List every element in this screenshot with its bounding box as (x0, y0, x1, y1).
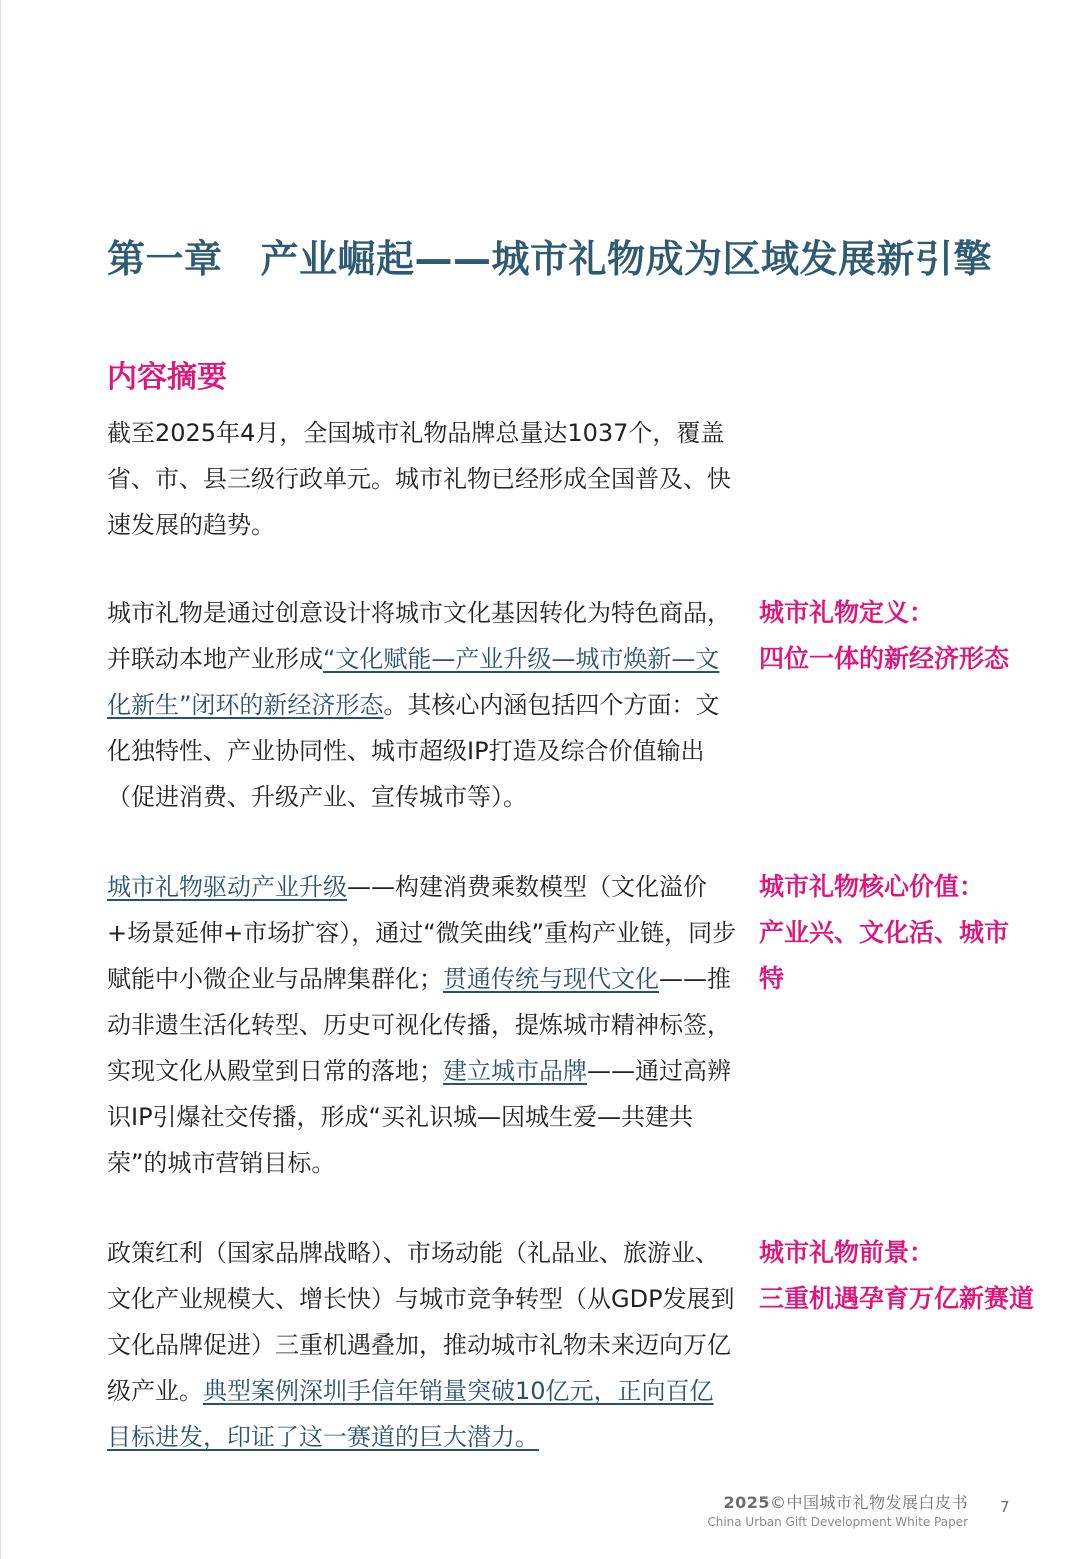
underlined-text: “文化赋能—产业升级—城市焕新—文化新生”闭环的新经济形态 (107, 645, 720, 719)
section-prospect-text (107, 1230, 737, 1460)
callout-heading: 城市礼物核心价值： (759, 872, 985, 901)
summary-heading: 内容摘要 (107, 360, 227, 395)
footer-title-en: China Urban Gift Development White Paper (707, 1515, 968, 1529)
text-run: 城市礼物是通过创意设计将城市文化基因转化为特色商品，并联动本地产业形成 (107, 599, 731, 673)
section-definition-callout (759, 590, 1059, 682)
copyright-icon: © (769, 1493, 787, 1512)
text-run: 政策红利（国家品牌战略）、市场动能（礼品业、旅游业、文化产业规模大、增长快）与城市竞争转型（从GDP发展到文化品牌促进）三重机遇叠加，推动城市礼物未来迈向万亿级产业。 (107, 1239, 735, 1405)
page-number: 7 (1000, 1498, 1010, 1516)
callout-heading: 城市礼物前景： (759, 1238, 935, 1267)
footer-title: 中国城市礼物发展白皮书 (786, 1493, 968, 1512)
section-core-value-callout (759, 864, 1059, 1002)
underlined-text: 城市礼物驱动产业升级 (107, 873, 347, 901)
chapter-title (107, 228, 1057, 283)
text-run: ——构建消费乘数模型（文化溢价+场景延伸+市场扩容），通过“微笑曲线”重构产业链，同步赋能中小微企业与品牌集群化； (107, 873, 737, 993)
chapter-name: 产业崛起——城市礼物成为区域发展新引擎 (260, 237, 993, 281)
text-run: ——推动非遗生活化转型、历史可视化传播，提炼城市精神标签，实现文化从殿堂到日常的落地； (107, 965, 731, 1085)
text-run: 。其核心内涵包括四个方面：文化独特性、产业协同性、城市超级IP打造及综合价值输出（促进消费、升级产业、宣传城市等）。 (107, 691, 720, 811)
callout-heading: 城市礼物定义： (759, 598, 935, 627)
callout-line: 三重机遇孕育万亿新赛道 (759, 1284, 1035, 1313)
text-run: ——通过高辨识IP引爆社交传播，形成“买礼识城—因城生爱—共建共荣”的城市营销目标。 (107, 1057, 731, 1177)
footer-title-cn (707, 1490, 968, 1513)
footer-year: 2025 (723, 1493, 770, 1512)
underlined-text: 贯通传统与现代文化 (443, 965, 659, 993)
chapter-label: 第一章 (107, 237, 223, 281)
page-footer (707, 1490, 968, 1529)
section-definition-text (107, 590, 737, 820)
section-core-value-text (107, 864, 737, 1186)
underlined-text: 典型案例深圳手信年销量突破10亿元，正向百亿目标进发，印证了这一赛道的巨大潜力。 (107, 1377, 714, 1451)
summary-intro: 截至2025年4月，全国城市礼物品牌总量达1037个，覆盖省、市、县三级行政单元。城市礼物已经形成全国普及、快速发展的趋势。 (107, 419, 731, 539)
underlined-text: 建立城市品牌 (443, 1057, 587, 1085)
callout-line: 特 (759, 964, 785, 993)
callout-line: 四位一体的新经济形态 (759, 644, 1010, 673)
callout-line: 产业兴、文化活、城市 (759, 918, 1010, 947)
section-prospect-callout (759, 1230, 1059, 1322)
